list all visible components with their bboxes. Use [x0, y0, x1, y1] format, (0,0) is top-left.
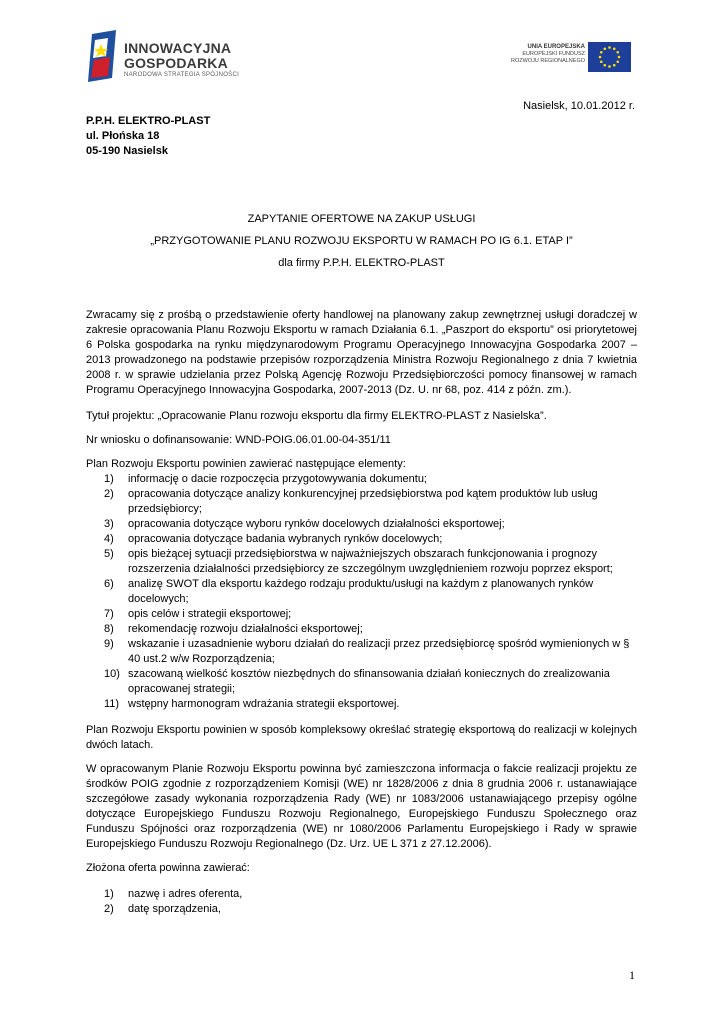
document-title — [86, 212, 637, 270]
eu-logo-line1: UNIA EUROPEJSKA — [527, 44, 585, 50]
info-paragraph: W opracowanym Planie Rozwoju Eksportu powinna być zamieszczona informacja o fakcie realizacji projektu ze środków POIG zgodnie z rozporządzeniem Komisji (WE) nr 1828/2006 z dnia 8 grudnia 2006 r. ustanawiające szczegółowe zasady wykonania rozporządzenia Rady (WE) nr 1083/2006 ustanawiającego przepisy ogólne dotyczące Europejskiego Funduszu Rozwoju Regionalnego, Europejskiego Funduszu Społecznego oraz Funduszu Spójności oraz rozporządzenia (WE) nr 1080/2006 Parlamentu Europejskiego i Rady w sprawie Europejskiego Funduszu Rozwoju Regionalnego (Dz. Urz. UE L 371 z 27.12.2006). — [86, 763, 637, 850]
project-title: Tytuł projektu: „Opracowanie Planu rozwoju eksportu dla firmy ELEKTRO-PLAST z Nasielska”. — [86, 410, 547, 422]
list-item-number: 4) — [104, 533, 114, 545]
sender-name: P.P.H. ELEKTRO-PLAST — [86, 115, 211, 127]
list-item-text: datę sporządzenia, — [128, 903, 221, 915]
document-body — [86, 308, 637, 917]
eu-star-icon — [613, 47, 616, 50]
eu-logo — [491, 42, 631, 76]
list-item-number: 2) — [104, 488, 114, 500]
title-line1: ZAPYTANIE OFERTOWE NA ZAKUP USŁUGI — [247, 213, 476, 225]
list-item-number: 1) — [104, 473, 114, 485]
list-item — [86, 902, 637, 917]
list-item — [86, 697, 637, 712]
list-item — [86, 532, 637, 547]
eu-star-icon — [608, 46, 611, 49]
list-item-number: 1) — [104, 888, 114, 900]
ig-logo-subtitle: NARODOWA STRATEGIA SPÓJNOŚCI — [124, 72, 240, 78]
sender-city: 05-190 Nasielsk — [86, 145, 168, 157]
sender-address — [86, 114, 210, 159]
eu-star-icon — [616, 60, 619, 63]
sender-street: ul. Płońska 18 — [86, 130, 160, 142]
page-header — [86, 30, 631, 84]
title-line3: dla firmy P.P.H. ELEKTRO-PLAST — [278, 257, 445, 269]
list-item-number: 8) — [104, 623, 114, 635]
list-item-number: 9) — [104, 638, 114, 650]
page-number: 1 — [629, 968, 635, 982]
list-item-text: opracowania dotyczące badania wybranych rynków docelowych; — [128, 533, 443, 545]
list-item-number: 2) — [104, 903, 114, 915]
list-item-text: wstępny harmonogram wdrażania strategii eksportowej. — [128, 698, 400, 710]
list-item — [86, 622, 637, 637]
eu-star-icon — [618, 56, 621, 59]
list-item-text: opracowania dotyczące wyboru rynków docelowych działalności eksportowej; — [128, 518, 505, 530]
list-item-text: opracowania dotyczące analizy konkurencyjnej przedsiębiorstwa pod kątem produktów lub usług przedsiębiorcy; — [128, 488, 598, 515]
list-item-text: opis bieżącej sytuacji przedsiębiorstwa w najważniejszych obszarach funkcjonowania i prognozy rozszerzenia działalności przedsiębiorcy ze szczególnym uwzględnieniem rozwoju poprzez eksport; — [128, 548, 613, 575]
list-item-text: wskazanie i uzasadnienie wyboru działań do realizacji przez przedsiębiorcę spośród wymienionych w § 40 ust.2 w/w Rozporządzenia; — [128, 638, 630, 665]
eu-star-icon — [600, 60, 603, 63]
ig-logo-line2: GOSPODARKA — [124, 55, 228, 71]
list-item — [86, 607, 637, 622]
list-item-text: informację o dacie rozpoczęcia przygotowywania dokumentu; — [128, 473, 427, 485]
ig-logo-line1: INNOWACYJNA — [124, 40, 232, 56]
eu-star-icon — [603, 64, 606, 67]
list-item — [86, 577, 637, 607]
list-item-number: 10) — [104, 668, 120, 680]
application-number: Nr wniosku o dofinansowanie: WND-POIG.06.01.00-04-351/11 — [86, 434, 391, 446]
list-item — [86, 547, 637, 577]
title-line2: „PRZYGOTOWANIE PLANU ROZWOJU EKSPORTU W RAMACH PO IG 6.1. ETAP I” — [150, 235, 573, 247]
offer-intro: Złożona oferta powinna zawierać: — [86, 862, 250, 874]
document-date: Nasielsk, 10.01.2012 r. — [523, 100, 635, 112]
list-item — [86, 472, 637, 487]
intro-paragraph: Zwracamy się z prośbą o przedstawienie oferty handlowej na planowany zakup zewnętrznej usługi doradczej w zakresie opracowania Planu Rozwoju Eksportu w ramach Działania 6.1. „Paszport do eksportu” osi priorytetowej 6 Polska gospodarka na rynku międzynarodowym Programu Operacyjnego Innowacyjna Gospodarka 2007 – 2013 prowadzonego na podstawie przepisów rozporządzenia Ministra Rozwoju Regionalnego z dnia 7 kwietnia 2008 r. w sprawie udzielania przez Polską Agencję Rozwoju Przedsiębiorczości pomocy finansowej w ramach Programu Operacyjnego Innowacyjna Gospodarka, 2007-2013 (Dz. U. nr 68, poz. 414 z późn. zm.). — [86, 309, 637, 396]
list-item-number: 5) — [104, 548, 114, 560]
eu-star-icon — [600, 51, 603, 54]
list-item-text: opis celów i strategii eksportowej; — [128, 608, 292, 620]
list-item — [86, 637, 637, 667]
plan-items-list — [86, 472, 637, 712]
eu-logo-text — [511, 44, 585, 65]
list-item-text: nazwę i adres oferenta, — [128, 888, 243, 900]
eu-star-icon — [608, 65, 611, 68]
strategy-paragraph: Plan Rozwoju Eksportu powinien w sposób kompleksowy określać strategię eksportową do realizacji w kolejnych dwóch latach. — [86, 724, 637, 751]
list-item — [86, 517, 637, 532]
eu-star-icon — [603, 47, 606, 50]
list-item-number: 11) — [104, 698, 120, 710]
list-item-text: analizę SWOT dla eksportu każdego rodzaju produktu/usługi na każdym z planowanych rynków docelowych; — [128, 578, 594, 605]
eu-star-icon — [613, 64, 616, 67]
eu-star-icon — [599, 56, 602, 59]
plan-intro: Plan Rozwoju Eksportu powinien zawierać następujące elementy: — [86, 458, 406, 470]
eu-star-icon — [616, 51, 619, 54]
ig-logo-icon — [86, 30, 120, 82]
list-item — [86, 887, 637, 902]
list-item — [86, 487, 637, 517]
list-item-text: rekomendację rozwoju działalności eksportowej; — [128, 623, 363, 635]
eu-logo-line3: ROZWOJU REGIONALNEGO — [511, 58, 585, 64]
list-item-number: 3) — [104, 518, 114, 530]
innowacyjna-gospodarka-logo — [86, 30, 240, 84]
offer-items-list — [86, 887, 637, 917]
eu-logo-line2: EUROPEJSKI FUNDUSZ — [522, 51, 585, 57]
list-item-number: 7) — [104, 608, 114, 620]
list-item — [86, 667, 637, 697]
list-item-number: 6) — [104, 578, 114, 590]
list-item-text: szacowaną wielkość kosztów niezbędnych do sfinansowania działań koniecznych do zrealizowania opracowanej strategii; — [128, 668, 610, 695]
eu-flag-icon — [588, 42, 631, 72]
